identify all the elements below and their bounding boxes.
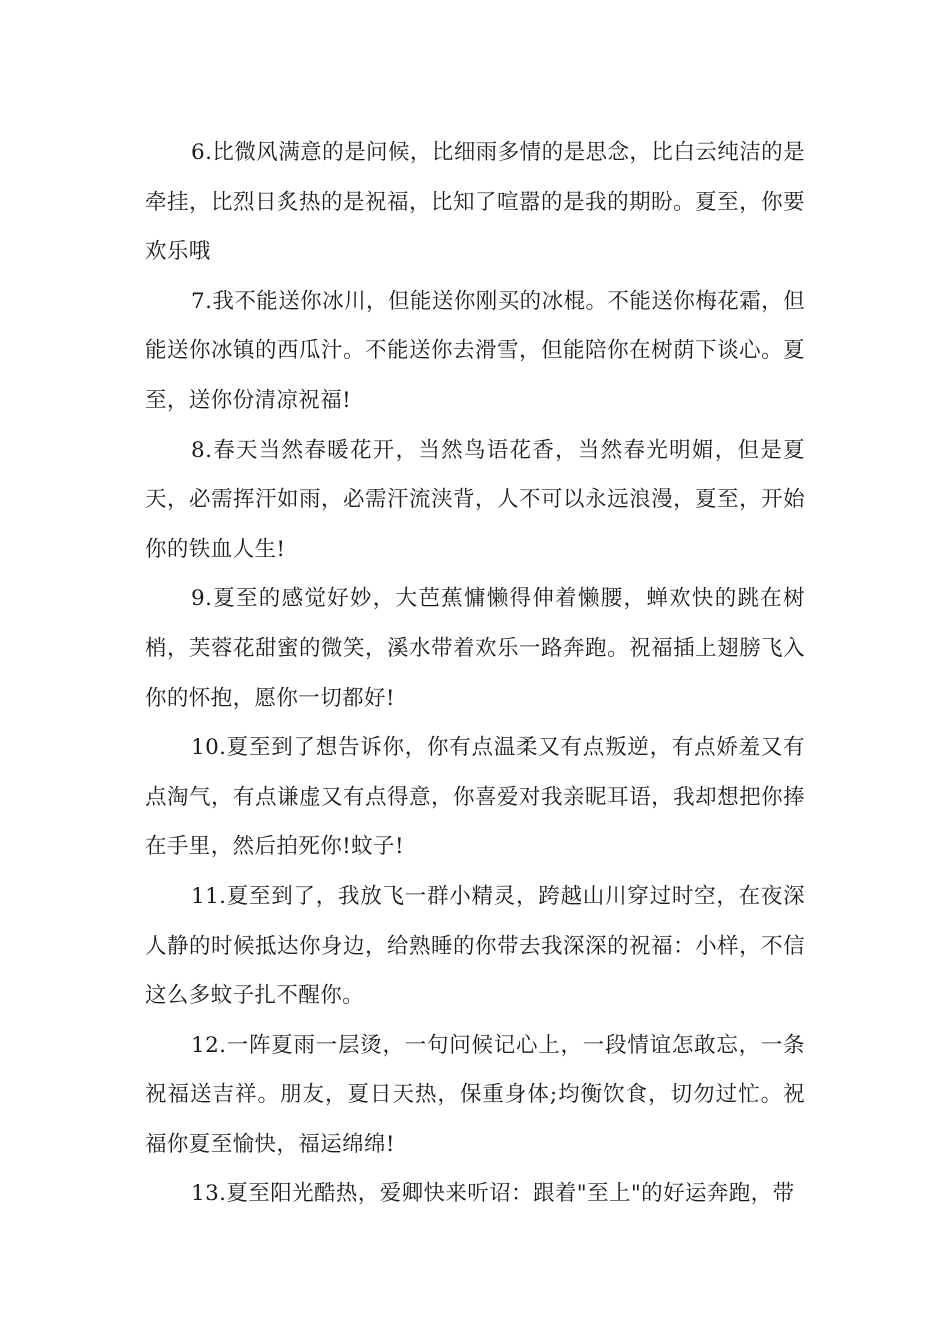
paragraph-6: 6.比微风满意的是问候，比细雨多情的是思念，比白云纯洁的是牵挂，比烈日炙热的是祝福，比知了喧嚣的是我的期盼。夏至，你要欢乐哦 — [145, 140, 805, 265]
paragraph-13: 13.夏至阳光酷热，爱卿快来听诏：跟着"至上"的好运奔跑，带 — [191, 1181, 795, 1207]
paragraph-8: 8.春天当然春暖花开，当然鸟语花香，当然春光明媚，但是夏天，必需挥汗如雨，必需汗流浃背，人不可以永远浪漫，夏至，开始你的铁血人生! — [145, 437, 805, 562]
paragraph-7: 7.我不能送你冰川，但能送你刚买的冰棍。不能送你梅花霜，但能送你冰镇的西瓜汁。不能送你去滑雪，但能陪你在树荫下谈心。夏至，送你份清凉祝福! — [145, 288, 805, 413]
paragraph-9: 9.夏至的感觉好妙，大芭蕉慵懒得伸着懒腰，蝉欢快的跳在树梢，芙蓉花甜蜜的微笑，溪水带着欢乐一路奔跑。祝福插上翅膀飞入你的怀抱，愿你一切都好! — [145, 586, 805, 711]
paragraph-12: 12.一阵夏雨一层烫，一句问候记心上，一段情谊怎敢忘，一条祝福送吉祥。朋友，夏日天热，保重身体;均衡饮食，切勿过忙。祝福你夏至愉快，福运绵绵! — [145, 1032, 805, 1157]
paragraph-10: 10.夏至到了想告诉你，你有点温柔又有点叛逆，有点娇羞又有点淘气，有点谦虚又有点得意，你喜爱对我亲昵耳语，我却想把你捧在手里，然后拍死你!蚊子! — [145, 735, 805, 860]
document-body — [145, 128, 805, 1219]
paragraph-11: 11.夏至到了，我放飞一群小精灵，跨越山川穿过时空，在夜深人静的时候抵达你身边，给熟睡的你带去我深深的祝福：小样，不信这么多蚊子扎不醒你。 — [145, 883, 805, 1009]
